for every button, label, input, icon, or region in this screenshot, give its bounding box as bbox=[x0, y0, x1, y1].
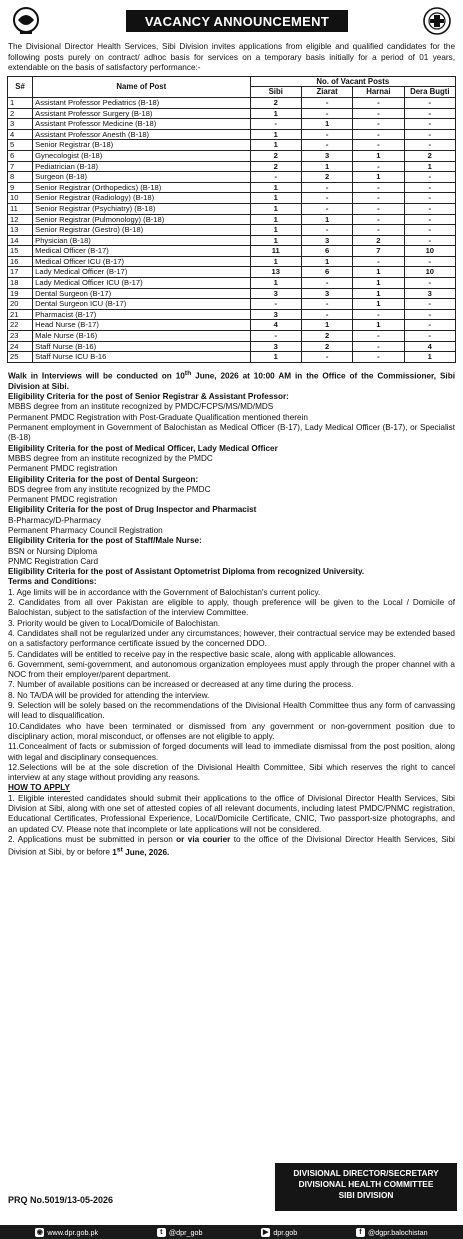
signature-block: DIVISIONAL DIRECTOR/SECRETARY DIVISIONAL HEALTH COMMITTEE SIBI DIVISION bbox=[275, 1163, 457, 1211]
cell-vacancy-count: - bbox=[301, 108, 352, 119]
cell-vacancy-count: 2 bbox=[353, 235, 404, 246]
cell-vacancy-count: - bbox=[353, 108, 404, 119]
table-row bbox=[8, 119, 456, 130]
eligibility-line: MBBS degree from an institute recognized by PMDC/FCPS/MS/MD/MDS bbox=[8, 402, 274, 412]
walkin-notice: Walk in Interviews will be conducted on 10th June, 2026 at 10:00 AM in the Office of the Commissioner, Sibi Division at Sibi. bbox=[8, 369, 455, 391]
cell-vacancy-count: 1 bbox=[301, 214, 352, 225]
cell-vacancy-count: 2 bbox=[301, 341, 352, 352]
cell-sno: 3 bbox=[8, 119, 33, 130]
cell-sno: 5 bbox=[8, 140, 33, 151]
intro-paragraph: The Divisional Director Health Services, Sibi Division invites applications from eligible and qualified candidates for the following posts purely on contract/ adhoc basis for services on a temporary basis initially for a period of 01 years, extendable on the basis of satisfactory performance:- bbox=[8, 42, 455, 73]
cell-post-name: Senior Registrar (Radiology) (B-18) bbox=[33, 193, 250, 204]
table-row bbox=[8, 309, 456, 320]
cell-vacancy-count: 3 bbox=[250, 341, 301, 352]
cell-post-name: Senior Registrar (Gestro) (B-18) bbox=[33, 225, 250, 236]
eligibility-line: PNMC Registration Card bbox=[8, 556, 99, 566]
cell-vacancy-count: 1 bbox=[250, 108, 301, 119]
cell-vacancy-count: - bbox=[250, 119, 301, 130]
cell-vacancy-count: - bbox=[353, 193, 404, 204]
cell-vacancy-count: - bbox=[404, 119, 455, 130]
eligibility-heading: Eligibility Criteria for the post of Dental Surgeon: bbox=[8, 474, 199, 484]
cell-vacancy-count: - bbox=[301, 97, 352, 108]
cell-vacancy-count: - bbox=[301, 203, 352, 214]
cell-vacancy-count: 10 bbox=[404, 246, 455, 257]
cell-vacancy-count: 1 bbox=[353, 172, 404, 183]
cell-post-name: Senior Registrar (Orthopedics) (B-18) bbox=[33, 182, 250, 193]
term-item: 3. Priority would be given to Local/Domicile of Balochistan. bbox=[8, 618, 221, 628]
cell-vacancy-count: - bbox=[353, 341, 404, 352]
cell-post-name: Assistant Professor Pediatrics (B-18) bbox=[33, 97, 250, 108]
cell-sno: 8 bbox=[8, 172, 33, 183]
cell-post-name: Assistant Professor Surgery (B-18) bbox=[33, 108, 250, 119]
table-row bbox=[8, 341, 456, 352]
table-row bbox=[8, 320, 456, 331]
cell-sno: 1 bbox=[8, 97, 33, 108]
apply-heading: HOW TO APPLY bbox=[8, 783, 71, 793]
col-header-station: Ziarat bbox=[301, 87, 352, 98]
cell-vacancy-count: 1 bbox=[250, 225, 301, 236]
cell-post-name: Physician (B-18) bbox=[33, 235, 250, 246]
term-item: 12.Selections will be at the sole discretion of the Divisional Health Committee, Sibi which reserves the right to cancel interview at any stage without providing any reasons. bbox=[8, 762, 455, 783]
cell-vacancy-count: - bbox=[353, 97, 404, 108]
cell-vacancy-count: 4 bbox=[250, 320, 301, 331]
col-header-post: Name of Post bbox=[33, 76, 250, 97]
details-section bbox=[8, 369, 455, 858]
cell-vacancy-count: 1 bbox=[404, 352, 455, 363]
table-row bbox=[8, 246, 456, 257]
cell-vacancy-count: - bbox=[404, 129, 455, 140]
cell-vacancy-count: - bbox=[404, 225, 455, 236]
cell-vacancy-count: - bbox=[353, 352, 404, 363]
eligibility-line: BSN or Nursing Diploma bbox=[8, 546, 98, 556]
term-item: 10.Candidates who have been terminated or dismissed from any government or non-government position due to disciplinary action, moral misconduct, or offenses are not eligible to apply. bbox=[8, 721, 455, 741]
cell-sno: 15 bbox=[8, 246, 33, 257]
table-row bbox=[8, 150, 456, 161]
cell-post-name: Assistant Professor Medicine (B-18) bbox=[33, 119, 250, 130]
table-row bbox=[8, 161, 456, 172]
cell-vacancy-count: - bbox=[301, 225, 352, 236]
cell-vacancy-count: - bbox=[404, 214, 455, 225]
cell-vacancy-count: 2 bbox=[301, 331, 352, 342]
vacancy-table bbox=[7, 76, 456, 363]
cell-vacancy-count: 1 bbox=[301, 161, 352, 172]
cell-vacancy-count: 1 bbox=[301, 119, 352, 130]
cell-vacancy-count: 2 bbox=[250, 150, 301, 161]
table-row bbox=[8, 172, 456, 183]
cell-vacancy-count: - bbox=[301, 182, 352, 193]
cell-vacancy-count: - bbox=[404, 203, 455, 214]
vacancy-table-body bbox=[8, 97, 456, 362]
apply-item-1: 1. Eligible interested candidates should submit their applications to the office of Divisional Director Health Services, Sibi Division at Sibi, along with one set of attested copies of all relevant documents, including latest PMDC/PNMC registration, Educational Certificates, Professional Experience, Local/Domicile Certificate, CNIC, Two passport-size photographs, and an updated CV. Please note that incomplete or late applications will not be considered. bbox=[8, 793, 455, 834]
cell-vacancy-count: 1 bbox=[250, 278, 301, 289]
cell-sno: 13 bbox=[8, 225, 33, 236]
cell-vacancy-count: - bbox=[404, 193, 455, 204]
cell-vacancy-count: - bbox=[301, 299, 352, 310]
cell-sno: 22 bbox=[8, 320, 33, 331]
social-facebook[interactable]: f @dgpr.balochistan bbox=[356, 1228, 428, 1237]
cell-sno: 12 bbox=[8, 214, 33, 225]
cell-vacancy-count: 11 bbox=[250, 246, 301, 257]
cell-vacancy-count: 6 bbox=[301, 267, 352, 278]
cell-vacancy-count: 1 bbox=[353, 288, 404, 299]
cell-sno: 21 bbox=[8, 309, 33, 320]
table-row bbox=[8, 235, 456, 246]
cell-vacancy-count: - bbox=[301, 309, 352, 320]
cell-vacancy-count: 1 bbox=[250, 352, 301, 363]
footer bbox=[0, 1155, 463, 1239]
cell-post-name: Medical Officer (B-17) bbox=[33, 246, 250, 257]
cell-sno: 24 bbox=[8, 341, 33, 352]
cell-post-name: Senior Registrar (B-18) bbox=[33, 140, 250, 151]
cell-post-name: Senior Registrar (Psychiatry) (B-18) bbox=[33, 203, 250, 214]
cell-vacancy-count: - bbox=[353, 140, 404, 151]
cell-post-name: Dental Surgeon ICU (B-17) bbox=[33, 299, 250, 310]
cell-vacancy-count: - bbox=[353, 214, 404, 225]
term-item: 8. No TA/DA will be provided for attending the interview. bbox=[8, 690, 210, 700]
table-row bbox=[8, 331, 456, 342]
social-bar bbox=[0, 1225, 463, 1239]
cell-vacancy-count: 3 bbox=[250, 309, 301, 320]
cell-sno: 4 bbox=[8, 129, 33, 140]
cell-sno: 7 bbox=[8, 161, 33, 172]
table-row bbox=[8, 214, 456, 225]
cell-vacancy-count: - bbox=[404, 299, 455, 310]
cell-sno: 10 bbox=[8, 193, 33, 204]
cell-vacancy-count: - bbox=[353, 129, 404, 140]
cell-vacancy-count: 1 bbox=[353, 278, 404, 289]
cell-vacancy-count: - bbox=[404, 108, 455, 119]
eligibility-heading: Eligibility Criteria for the post of Staff/Male Nurse: bbox=[8, 536, 202, 546]
eligibility-line: Permanent employment in Government of Balochistan as Medical Officer (B-17), Lady Medical Officer (B-17), or Specialist (B-18) bbox=[8, 423, 455, 443]
twitter-icon: t bbox=[157, 1228, 166, 1237]
cell-vacancy-count: - bbox=[301, 352, 352, 363]
eligibility-line: Permanent PMDC Registration with Post-Graduate Qualification mentioned therein bbox=[8, 412, 308, 422]
cell-post-name: Surgeon (B-18) bbox=[33, 172, 250, 183]
cell-vacancy-count: - bbox=[404, 331, 455, 342]
apply-item-2: 2. Applications must be submitted in person or via courier to the office of the Divisional Director Health Services, Sibi Division at Sibi, by or before 1st June, 2026. bbox=[8, 834, 455, 857]
cell-vacancy-count: - bbox=[353, 119, 404, 130]
cell-post-name: Male Nurse (B-16) bbox=[33, 331, 250, 342]
cell-post-name: Pediatrician (B-18) bbox=[33, 161, 250, 172]
cell-sno: 2 bbox=[8, 108, 33, 119]
cell-sno: 9 bbox=[8, 182, 33, 193]
cell-vacancy-count: 2 bbox=[301, 172, 352, 183]
cell-vacancy-count: - bbox=[301, 193, 352, 204]
eligibility-heading: Eligibility Criteria for the post of Medical Officer, Lady Medical Officer bbox=[8, 443, 278, 453]
cell-post-name: Senior Registrar (Pulmonology) (B-18) bbox=[33, 214, 250, 225]
cell-vacancy-count: - bbox=[404, 256, 455, 267]
table-row bbox=[8, 140, 456, 151]
cell-sno: 14 bbox=[8, 235, 33, 246]
prq-number: PRQ No.5019/13-05-2026 bbox=[8, 1195, 114, 1205]
cell-vacancy-count: - bbox=[353, 182, 404, 193]
cell-vacancy-count: - bbox=[404, 235, 455, 246]
table-row bbox=[8, 267, 456, 278]
cell-vacancy-count: 6 bbox=[301, 246, 352, 257]
eligibility-line: Permanent PMDC registration bbox=[8, 495, 118, 505]
cell-sno: 23 bbox=[8, 331, 33, 342]
cell-post-name: Pharmacist (B-17) bbox=[33, 309, 250, 320]
cell-vacancy-count: - bbox=[353, 161, 404, 172]
eligibility-line: B-Pharmacy/D-Pharmacy bbox=[8, 515, 101, 525]
cell-vacancy-count: 4 bbox=[404, 341, 455, 352]
term-item: 2. Candidates from all over Pakistan are eligible to apply, though preference will be given to the Local / Domicile of Balochistan, subject to the satisfaction of the interview Committee. bbox=[8, 598, 455, 618]
cell-vacancy-count: 1 bbox=[301, 320, 352, 331]
table-row bbox=[8, 288, 456, 299]
term-item: 11.Concealment of facts or submission of forged documents will lead to immediate dismissal from the post position, along with legal and disciplinary consequences. bbox=[8, 742, 455, 762]
table-row bbox=[8, 278, 456, 289]
table-row bbox=[8, 225, 456, 236]
term-item: 7. Number of available positions can be increased or decreased at any time during the process. bbox=[8, 680, 354, 690]
cell-vacancy-count: - bbox=[353, 331, 404, 342]
table-row bbox=[8, 203, 456, 214]
table-row bbox=[8, 193, 456, 204]
cell-vacancy-count: 3 bbox=[404, 288, 455, 299]
cell-vacancy-count: 3 bbox=[301, 150, 352, 161]
table-row bbox=[8, 182, 456, 193]
table-row bbox=[8, 129, 456, 140]
cell-sno: 16 bbox=[8, 256, 33, 267]
health-department-logo-icon bbox=[421, 6, 453, 36]
cell-vacancy-count: 1 bbox=[250, 140, 301, 151]
cell-vacancy-count: 1 bbox=[250, 129, 301, 140]
cell-post-name: Lady Medical Officer ICU (B-17) bbox=[33, 278, 250, 289]
cell-sno: 18 bbox=[8, 278, 33, 289]
col-header-station: Dera Bugti bbox=[404, 87, 455, 98]
eligibility-section bbox=[8, 392, 455, 577]
cell-vacancy-count: 1 bbox=[404, 161, 455, 172]
cell-vacancy-count: - bbox=[301, 278, 352, 289]
cell-vacancy-count: 1 bbox=[353, 320, 404, 331]
col-header-station: Harnai bbox=[353, 87, 404, 98]
cell-vacancy-count: 10 bbox=[404, 267, 455, 278]
cell-post-name: Lady Medical Officer (B-17) bbox=[33, 267, 250, 278]
cell-vacancy-count: 7 bbox=[353, 246, 404, 257]
cell-vacancy-count: 1 bbox=[301, 256, 352, 267]
cell-vacancy-count: - bbox=[404, 182, 455, 193]
terms-heading: Terms and Conditions: bbox=[8, 577, 97, 587]
cell-post-name: Gynecologist (B-18) bbox=[33, 150, 250, 161]
col-header-station: Sibi bbox=[250, 87, 301, 98]
col-header-sno: S# bbox=[8, 76, 33, 97]
cell-vacancy-count: 1 bbox=[250, 214, 301, 225]
cell-vacancy-count: - bbox=[353, 256, 404, 267]
eligibility-heading: Eligibility Criteria for the post of Assistant Optometrist Diploma from recognized University. bbox=[8, 567, 365, 577]
cell-vacancy-count: - bbox=[353, 225, 404, 236]
cell-vacancy-count: 3 bbox=[250, 288, 301, 299]
cell-vacancy-count: - bbox=[353, 309, 404, 320]
page-title: VACANCY ANNOUNCEMENT bbox=[126, 10, 348, 32]
term-item: 5. Candidates will be entitled to receive pay in the respective basic scale, along with applicable allowances. bbox=[8, 649, 396, 659]
cell-vacancy-count: 2 bbox=[250, 161, 301, 172]
cell-post-name: Dental Surgeon (B-17) bbox=[33, 288, 250, 299]
cell-vacancy-count: 1 bbox=[250, 182, 301, 193]
table-row bbox=[8, 256, 456, 267]
cell-vacancy-count: 1 bbox=[353, 150, 404, 161]
term-item: 6. Government, semi-government, and autonomous organization employees must apply through the proper channel with a NOC from their employer/parent department. bbox=[8, 659, 455, 680]
cell-vacancy-count: - bbox=[353, 203, 404, 214]
col-header-vacant-posts: No. of Vacant Posts bbox=[250, 76, 455, 87]
government-emblem-icon bbox=[10, 6, 42, 36]
cell-vacancy-count: - bbox=[404, 97, 455, 108]
cell-sno: 6 bbox=[8, 150, 33, 161]
eligibility-heading: Eligibility Criteria for the post of Drug Inspector and Pharmacist bbox=[8, 505, 257, 515]
cell-vacancy-count: 1 bbox=[353, 267, 404, 278]
cell-vacancy-count: - bbox=[404, 309, 455, 320]
term-item: 4. Candidates shall not be regularized under any circumstances; however, their contractual service may be extended based on a satisfactory performance certificate issued by the concerned DDO. bbox=[8, 628, 455, 649]
globe-icon: ◉ bbox=[36, 1228, 43, 1236]
social-twitter[interactable]: t @dpr_gob bbox=[157, 1228, 203, 1237]
youtube-icon: ▶ bbox=[263, 1228, 269, 1236]
table-row bbox=[8, 97, 456, 108]
term-item: 9. Selection will be solely based on the recommendations of the Divisional Health Committee thus any form of canvassing will lead to disqualification. bbox=[8, 701, 455, 721]
terms-list bbox=[8, 588, 455, 784]
cell-post-name: Head Nurse (B-17) bbox=[33, 320, 250, 331]
table-row bbox=[8, 352, 456, 363]
cell-vacancy-count: - bbox=[404, 278, 455, 289]
cell-post-name: Staff Nurse (B-16) bbox=[33, 341, 250, 352]
cell-vacancy-count: - bbox=[301, 140, 352, 151]
cell-sno: 19 bbox=[8, 288, 33, 299]
social-website[interactable]: ◉ www.dpr.gob.pk bbox=[36, 1227, 99, 1237]
cell-sno: 17 bbox=[8, 267, 33, 278]
cell-vacancy-count: 1 bbox=[353, 299, 404, 310]
cell-vacancy-count: - bbox=[404, 140, 455, 151]
cell-vacancy-count: 3 bbox=[301, 288, 352, 299]
table-row bbox=[8, 299, 456, 310]
facebook-icon: f bbox=[356, 1228, 365, 1237]
eligibility-heading: Eligibility Criteria for the post of Senior Registrar & Assistant Professor: bbox=[8, 392, 289, 402]
cell-vacancy-count: - bbox=[250, 299, 301, 310]
eligibility-line: BDS degree from any institute recognized by the PMDC bbox=[8, 484, 211, 494]
cell-sno: 25 bbox=[8, 352, 33, 363]
cell-vacancy-count: - bbox=[250, 331, 301, 342]
cell-vacancy-count: 1 bbox=[250, 256, 301, 267]
cell-vacancy-count: - bbox=[250, 172, 301, 183]
cell-vacancy-count: 1 bbox=[250, 193, 301, 204]
cell-sno: 20 bbox=[8, 299, 33, 310]
cell-vacancy-count: 2 bbox=[250, 97, 301, 108]
cell-post-name: Medical Officer ICU (B-17) bbox=[33, 256, 250, 267]
term-item: 1. Age limits will be in accordance with the Government of Balochistan's current policy. bbox=[8, 587, 321, 597]
cell-post-name: Assistant Professor Anesth (B-18) bbox=[33, 129, 250, 140]
eligibility-line: MBBS degree from an institute recognized by the PMDC bbox=[8, 453, 213, 463]
cell-vacancy-count: - bbox=[301, 129, 352, 140]
cell-vacancy-count: 13 bbox=[250, 267, 301, 278]
header bbox=[6, 6, 457, 40]
cell-vacancy-count: 1 bbox=[250, 235, 301, 246]
eligibility-line: Permanent Pharmacy Council Registration bbox=[8, 526, 163, 535]
cell-vacancy-count: - bbox=[404, 320, 455, 331]
cell-vacancy-count: 1 bbox=[250, 203, 301, 214]
table-row bbox=[8, 108, 456, 119]
cell-post-name: Staff Nurse ICU B-16 bbox=[33, 352, 250, 363]
eligibility-line: Permanent PMDC registration bbox=[8, 464, 118, 474]
social-youtube[interactable]: ▶ dpr.gob bbox=[263, 1227, 298, 1237]
cell-vacancy-count: - bbox=[404, 172, 455, 183]
cell-vacancy-count: 3 bbox=[301, 235, 352, 246]
cell-sno: 11 bbox=[8, 203, 33, 214]
cell-vacancy-count: 2 bbox=[404, 150, 455, 161]
